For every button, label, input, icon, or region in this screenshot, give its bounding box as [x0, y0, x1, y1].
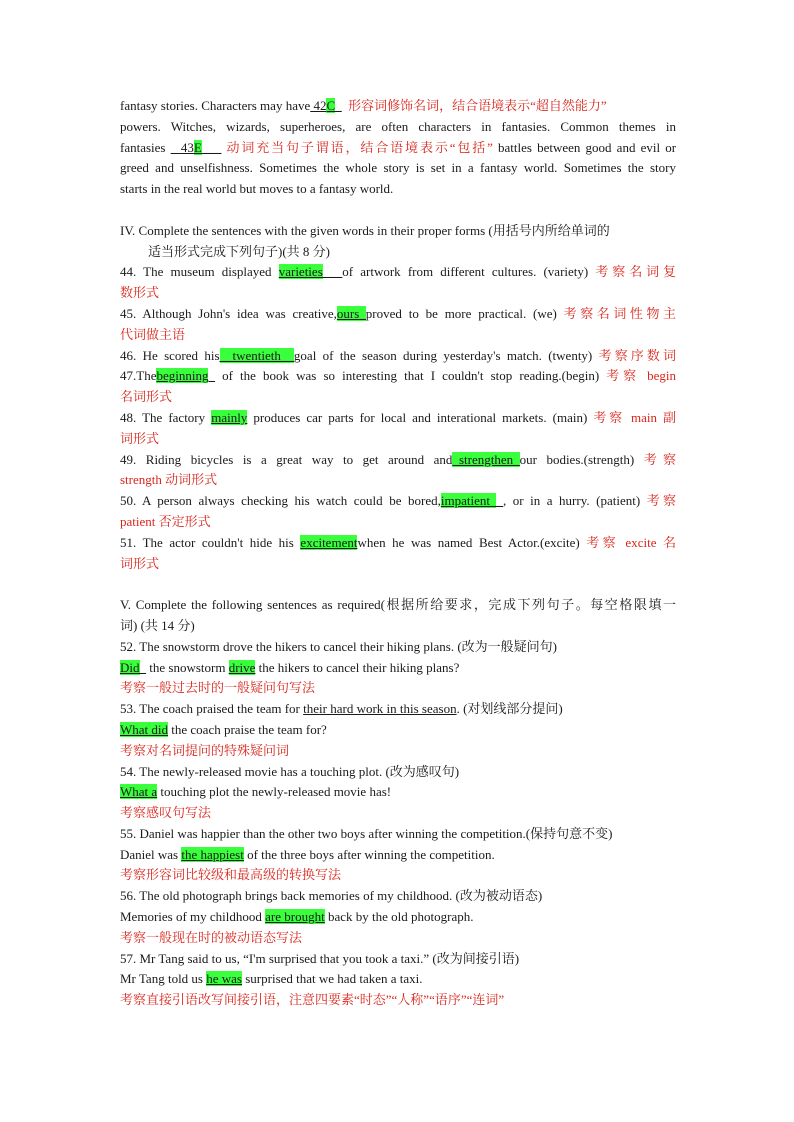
- blank-43: 43E___: [180, 139, 222, 155]
- note-47: 名词形式: [120, 389, 173, 405]
- answer-53: What did the coach praise the team for?: [120, 721, 327, 737]
- question-49: 49. Riding bicycles is a great way to get around and_strengthen_our bodies.(strength) 考察: [120, 451, 676, 467]
- note-44: 数形式: [120, 285, 160, 301]
- question-44: 44. The museum displayed varieties___of artwork from different cultures. (variety) 考察名词复: [120, 264, 676, 280]
- passage-line-2: powers. Witches, wizards, superheroes, are often characters in fantasies. Common themes in: [120, 118, 676, 134]
- passage-line-3: fantasies 43E___ 动词充当句子谓语，结合语境表示“包括” battles between good and evil or: [120, 139, 677, 155]
- question-57: 57. Mr Tang said to us, “I'm surprised that you took a taxi.” (改为间接引语): [120, 950, 520, 966]
- section-4-title: IV. Complete the sentences with the given words in their proper forms (用括号内所给单词的: [120, 222, 610, 238]
- note-51: 词形式: [120, 555, 160, 571]
- answer-48: mainly: [211, 409, 248, 425]
- answer-57: Mr Tang told us he was surprised that we had taken a taxi.: [120, 971, 423, 987]
- document-page: [120, 96, 676, 1011]
- passage-line-5: starts in the real world but moves to a fantasy world.: [120, 181, 394, 197]
- question-47: 47.Thebeginning_ of the book was so interesting that I couldn't stop reading.(begin) 考察 begin: [120, 368, 677, 384]
- question-53: 53. The coach praised the team for their hard work in this season. (对划线部分提问): [120, 701, 563, 717]
- note-50: patient 否定形式: [120, 513, 211, 529]
- passage-line-4: greed and unselfishness. Sometimes the whole story is set in a fantasy world. Sometimes the story: [120, 160, 676, 176]
- section-5-title-cont: 词) (共 14 分): [120, 617, 195, 633]
- question-56: 56. The old photograph brings back memories of my childhood. (改为被动语态): [120, 888, 543, 904]
- note-42: 形容词修饰名词，结合语境表示“超自然能力”: [348, 98, 607, 113]
- question-45: 45. Although John's idea was creative,ours_proved to be more practical. (we) 考察名词性物主: [120, 305, 676, 321]
- note-45: 代词做主语: [120, 326, 186, 342]
- question-48: 48. The factory mainly produces car parts for local and interational markets. (main) 考察 main 副: [120, 409, 677, 425]
- question-52: 52. The snowstorm drove the hikers to cancel their hiking plans. (改为一般疑问句): [120, 638, 557, 654]
- question-55: 55. Daniel was happier than the other two boys after winning the competition.(保持句意不变): [120, 825, 613, 841]
- note-56: 考察一般现在时的被动语态写法: [120, 929, 303, 945]
- answer-42: C: [326, 98, 336, 113]
- note-54: 考察感叹句写法: [120, 805, 212, 821]
- answer-46: __twentieth__: [219, 347, 294, 363]
- answer-47: beginning_: [156, 368, 215, 384]
- note-48: 词形式: [120, 430, 160, 446]
- answer-49: _strengthen_: [452, 451, 520, 467]
- answer-52: Did_ the snowstorm drive the hikers to cancel their hiking plans?: [120, 659, 460, 675]
- answer-55: Daniel was the happiest of the three boys after winning the competition.: [120, 846, 495, 862]
- answer-54: What a touching plot the newly-released movie has!: [120, 784, 392, 800]
- answer-56: Memories of my childhood are brought back by the old photograph.: [120, 909, 474, 925]
- answer-50: impatient__: [440, 493, 503, 509]
- question-54: 54. The newly-released movie has a touching plot. (改为感叹句): [120, 763, 460, 779]
- note-57: 考察直接引语改写间接引语，注意四要素“时态”“人称”“语序”“连词”: [120, 992, 505, 1008]
- note-49: strength 动词形式: [120, 472, 218, 488]
- passage-line-1: fantasy stories. Characters may have 42C_ 形容词修饰名词，结合语境表示“超自然能力”: [120, 98, 607, 113]
- question-46: 46. He scored his__twentieth__goal of the season during yesterday's match. (twenty) 考察序数词: [120, 347, 676, 363]
- question-50: 50. A person always checking his watch could be bored,impatient__, or in a hurry. (patient) 考察: [120, 493, 676, 509]
- section-4-title-cont: 适当形式完成下列句子)(共 8 分): [148, 243, 330, 259]
- note-43: 动词充当句子谓语，结合语境表示“包括”: [226, 139, 493, 155]
- note-55: 考察形容词比较级和最高级的转换写法: [120, 867, 342, 883]
- question-51: 51. The actor couldn't hide his excitementwhen he was named Best Actor.(excite) 考察 excite 名: [120, 534, 677, 550]
- blank-42: 42C_: [310, 98, 342, 113]
- answer-51: excitement: [300, 534, 358, 550]
- answer-44: varieties___: [278, 264, 343, 280]
- answer-45: ours_: [336, 305, 366, 321]
- answer-43: E: [193, 139, 202, 155]
- note-52: 考察一般过去时的一般疑问句写法: [120, 680, 316, 696]
- note-53: 考察对名词提问的特殊疑问词: [120, 742, 290, 758]
- section-5-title: V. Complete the following sentences as required(根据所给要求，完成下列句子。每空格限填一: [120, 597, 676, 613]
